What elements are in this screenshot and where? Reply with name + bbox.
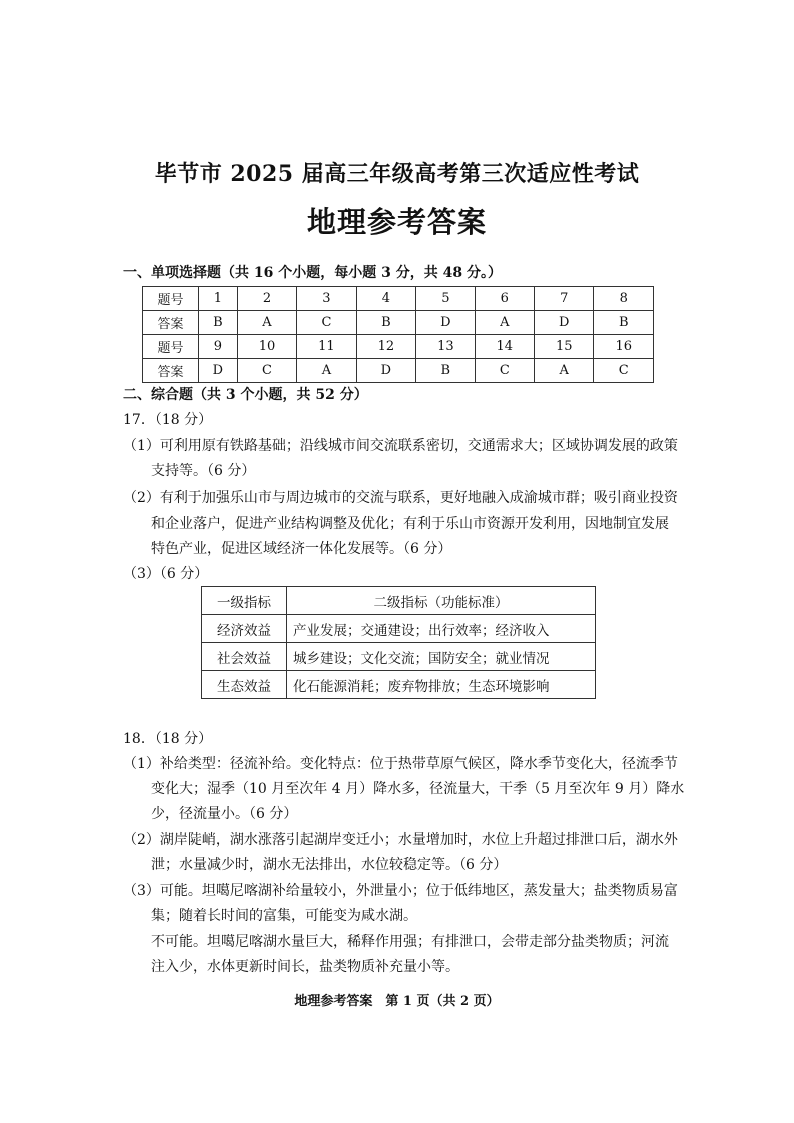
table-cell: 12 (356, 335, 415, 359)
table-row (202, 643, 596, 671)
answer-table (142, 286, 654, 383)
q18-answer2-line: 泄；水量减少时，湖水无法排出，水位较稳定等。（6 分） (151, 857, 508, 873)
table-cell: B (594, 311, 654, 335)
table-row (202, 671, 596, 699)
section2-heading: 二、综合题（共 3 个小题，共 52 分） (123, 387, 368, 403)
table-row (202, 587, 596, 615)
table-cell: 5 (416, 287, 475, 311)
table-header-cell: 一级指标 (202, 587, 287, 615)
table-cell: 1 (199, 287, 238, 311)
table-cell: C (594, 359, 654, 383)
q17-header: 17．（18 分） (123, 412, 213, 428)
section1-heading: 一、单项选择题（共 16 个小题，每小题 3 分，共 48 分。） (123, 265, 502, 281)
q17-answer3-header: （3）（6 分） (123, 566, 209, 582)
q18-answer3-line: 注入少，水体更新时间长，盐类物质补充量小等。 (151, 959, 459, 975)
table-row (143, 335, 654, 359)
table-row (143, 311, 654, 335)
table-cell: B (199, 311, 238, 335)
table-cell: 3 (297, 287, 356, 311)
q17-answer2-line: 和企业落户，促进产业结构调整及优化；有利于乐山市资源开发利用，因地制宜发展 (151, 516, 669, 532)
table-cell: 11 (297, 335, 356, 359)
q17-answer1-line: （1）可利用原有铁路基础；沿线城市间交流联系密切，交通需求大；区域协调发展的政策 (123, 438, 678, 454)
q18-answer3-line: （3）可能。坦噶尼喀湖补给量较小，外泄量小；位于低纬地区，蒸发量大；盐类物质易富 (123, 883, 678, 899)
table-cell: 答案 (143, 359, 199, 383)
table-cell: 题号 (143, 287, 199, 311)
table-cell: 13 (416, 335, 475, 359)
table-cell: 题号 (143, 335, 199, 359)
table-cell: 4 (356, 287, 415, 311)
table-cell: 15 (535, 335, 594, 359)
table-row (143, 287, 654, 311)
table-cell: A (297, 359, 356, 383)
q18-answer1-line: （1）补给类型：径流补给。变化特点：位于热带草原气候区，降水季节变化大，径流季节 (123, 756, 678, 772)
table-cell: 14 (475, 335, 534, 359)
table-cell: 社会效益 (202, 643, 287, 671)
table-cell: D (416, 311, 475, 335)
table-cell: D (356, 359, 415, 383)
table-cell: 产业发展；交通建设；出行效率；经济收入 (287, 615, 596, 643)
table-cell: B (356, 311, 415, 335)
q18-answer1-line: 少，径流量小。（6 分） (151, 806, 298, 822)
table-cell: 经济效益 (202, 615, 287, 643)
table-cell: 化石能源消耗；废弃物排放；生态环境影响 (287, 671, 596, 699)
table-row (202, 615, 596, 643)
table-row (143, 359, 654, 383)
q18-answer1-line: 变化大；湿季（10 月至次年 4 月）降水多，径流量大，干季（5 月至次年 9 月）降水 (151, 781, 685, 797)
table-cell: 10 (237, 335, 296, 359)
table-cell: 答案 (143, 311, 199, 335)
table-cell: A (535, 359, 594, 383)
q18-answer3-line: 不可能。坦噶尼喀湖水量巨大，稀释作用强；有排泄口，会带走部分盐类物质；河流 (151, 934, 669, 950)
table-cell: D (199, 359, 238, 383)
table-cell: A (475, 311, 534, 335)
table-cell: 生态效益 (202, 671, 287, 699)
q18-answer3-line: 集；随着长时间的富集，可能变为咸水湖。 (151, 908, 417, 924)
table-cell: 6 (475, 287, 534, 311)
index-table (201, 586, 596, 699)
table-cell: B (416, 359, 475, 383)
table-cell: 2 (237, 287, 296, 311)
q18-answer2-line: （2）湖岸陡峭，湖水涨落引起湖岸变迁小；水量增加时，水位上升超过排泄口后，湖水外 (123, 832, 678, 848)
table-cell: 8 (594, 287, 654, 311)
table-cell: A (237, 311, 296, 335)
q17-answer2-line: 特色产业，促进区域经济一体化发展等。（6 分） (151, 541, 452, 557)
table-cell: C (237, 359, 296, 383)
q18-header: 18．（18 分） (123, 731, 213, 747)
table-cell: 16 (594, 335, 654, 359)
exam-title: 毕节市 2025 届高三年级高考第三次适应性考试 (154, 161, 640, 187)
page-footer: 地理参考答案 第 1 页（共 2 页） (294, 994, 500, 1009)
table-cell: 7 (535, 287, 594, 311)
page-title: 地理参考答案 (306, 205, 487, 239)
q17-answer2-line: （2）有利于加强乐山市与周边城市的交流与联系，更好地融入成渝城市群；吸引商业投资 (123, 490, 678, 506)
table-cell: 9 (199, 335, 238, 359)
table-cell: 城乡建设；文化交流；国防安全；就业情况 (287, 643, 596, 671)
table-cell: D (535, 311, 594, 335)
q17-answer1-line: 支持等。（6 分） (151, 463, 256, 479)
table-cell: C (297, 311, 356, 335)
table-header-cell: 二级指标（功能标准） (287, 587, 596, 615)
table-cell: C (475, 359, 534, 383)
